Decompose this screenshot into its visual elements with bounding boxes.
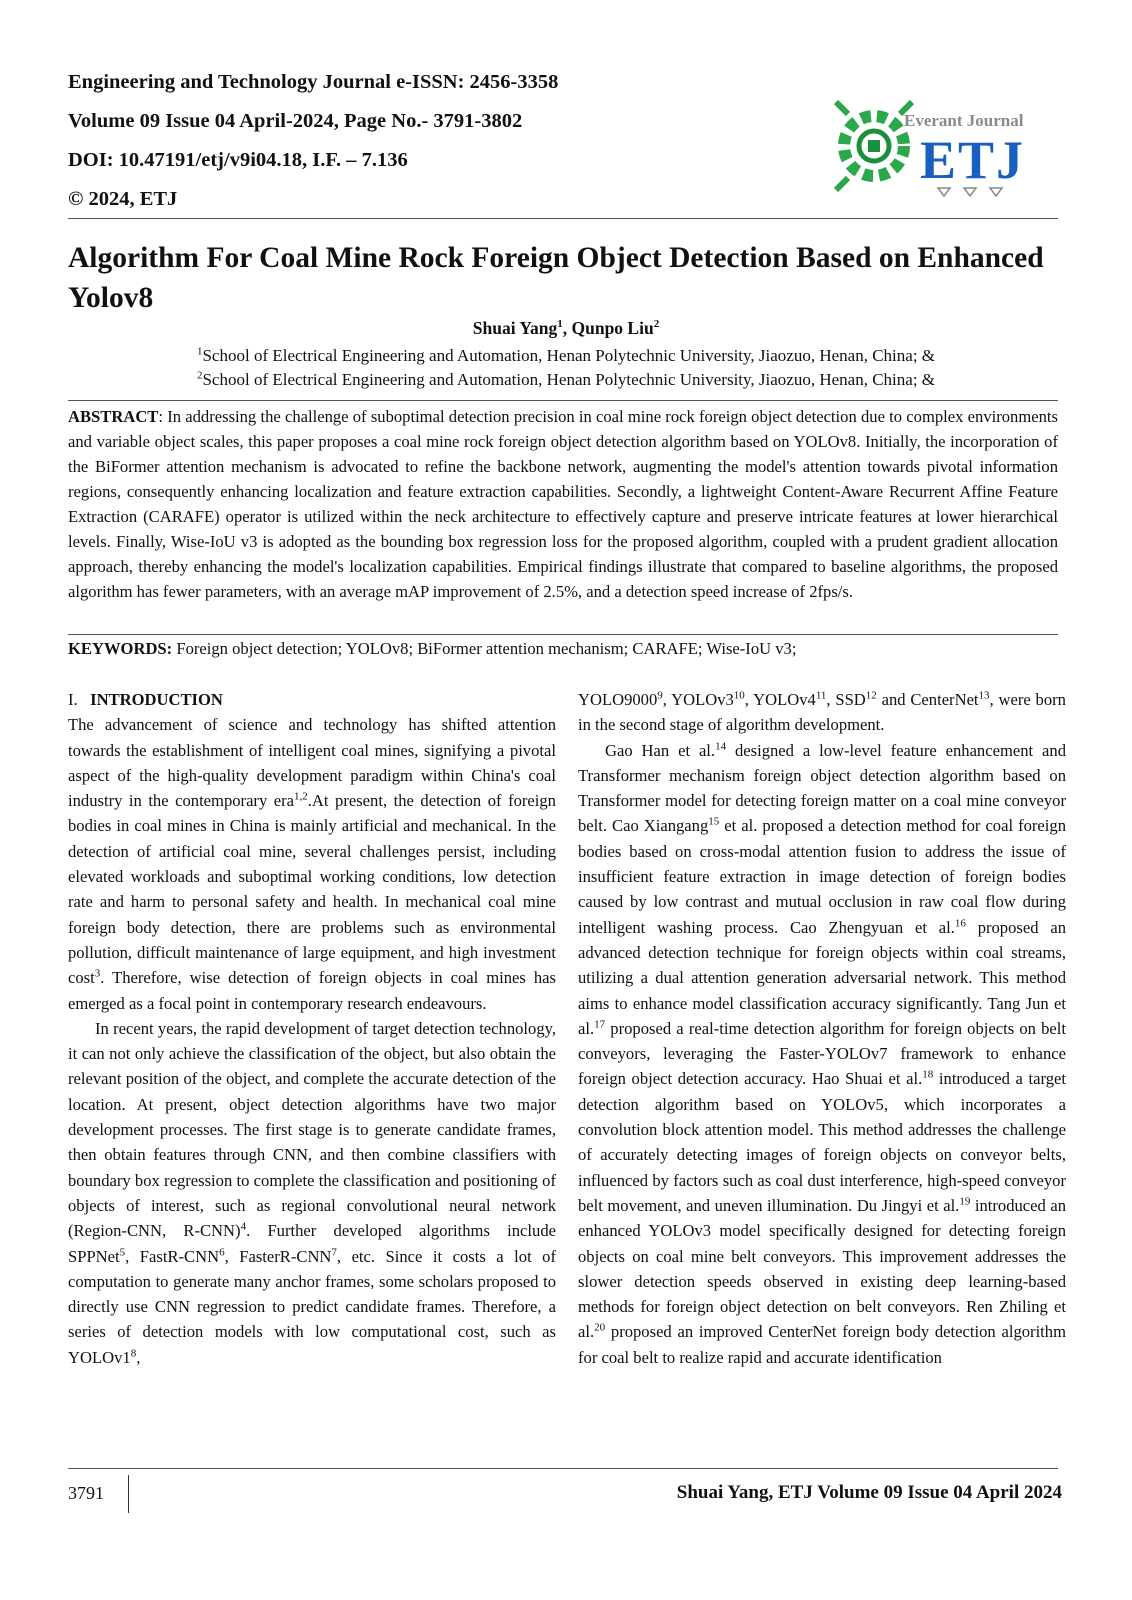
header-divider <box>68 218 1058 219</box>
abstract-bottom-rule <box>68 634 1058 635</box>
author-separator: , <box>562 318 572 338</box>
footer-separator <box>128 1475 129 1513</box>
affiliation-text-1: School of Electrical Engineering and Automation, Henan Polytechnic University, Jiaozuo, Henan, China; & <box>202 346 936 365</box>
affiliation-sup-2: 2 <box>196 369 203 382</box>
abstract <box>68 404 1058 604</box>
logo-letters: ETJ <box>920 130 1026 190</box>
section-heading <box>68 687 556 712</box>
right-column <box>578 687 1066 1370</box>
footer-citation: Shuai Yang, ETJ Volume 09 Issue 04 April 2024 <box>676 1482 1062 1503</box>
affiliation-sup-1: 1 <box>196 345 203 358</box>
page-number: 3791 <box>68 1483 104 1503</box>
intro-paragraph-3: YOLO9000$^9$, $YOLOv3^{10}$, $YOLOv4^{11}$, SSD$^{12}$ and CenterNet$^{13}$, were born in the second stage of algorithm development. <box>578 689 1066 735</box>
journal-header-line1: Engineering and Technology Journal e-ISSN: 2456-3358 <box>68 71 559 93</box>
abstract-text: : In addressing the challenge of suboptimal detection precision in coal mine rock foreign object detection due to complex environments and variable object scales, this paper proposes a coal mine rock foreign object detection algorithm based on YOLOv8. Initially, the incorporation of the BiFormer attention mechanism is advocated to refine the backbone network, augmenting the model's attention towards pivotal information regions, consequently enhancing localization and feature extraction capabilities. Secondly, a lightweight Content-Aware Recurrent Affine Feature Extraction (CARAFE) operator is utilized within the neck architecture to effectively capture and preserve intricate features at lower hierarchical levels. Finally, Wise-IoU v3 is adopted as the bounding box regression loss for the proposed algorithm, coupled with a prudent gradient allocation approach, thereby enhancing the model's localization capabilities. Empirical findings illustrate that compared to baseline algorithms, the proposed algorithm has fewer parameters, with an average mAP improvement of 2.5%, and a detection speed increase of 2fps/s. <box>68 407 1058 601</box>
journal-header-doi: DOI: 10.47191/etj/v9i04.18, I.F. – 7.136 <box>68 149 408 171</box>
intro-paragraph-1: The advancement of science and technology has shifted attention towards the establishment of intelligent coal mines, signifying a pivotal aspect of the high-quality development paradigm within China's coal industry in the contemporary era$^{1,2}$.At present, the detection of foreign bodies in coal mines in China is mainly artificial and mechanical. In the detection of artificial coal mine, several challenges persist, including elevated workloads and suboptimal working conditions, low detection rate and harm to personal safety and health. In mechanical coal mine foreign body detection, there are problems such as environmental pollution, difficult maintenance of large equipment, and high investment cost$^3$. Therefore, wise detection of foreign objects in coal mines has emerged as a focal point in contemporary research endeavours. <box>68 715 556 1013</box>
journal-header-line2: Volume 09 Issue 04 April-2024, Page No.- 3791-3802 <box>68 110 523 132</box>
paper-title: Algorithm For Coal Mine Rock Foreign Object Detection Based on Enhanced Yolov8 <box>68 242 1044 314</box>
journal-header-copyright: © 2024, ETJ <box>68 188 178 210</box>
affiliation-1 <box>0 346 1132 366</box>
logo-top-text: Everant Journal <box>904 111 1024 130</box>
gear-icon <box>836 102 912 190</box>
affiliation-text-2: School of Electrical Engineering and Automation, Henan Polytechnic University, Jiaozuo, Henan, China; & <box>202 370 936 389</box>
abstract-top-rule <box>68 400 1058 401</box>
keywords-text: Foreign object detection; YOLOv8; BiFormer attention mechanism; CARAFE; Wise-IoU v3; <box>172 639 797 658</box>
keywords-label: KEYWORDS: <box>68 639 173 658</box>
author-name-1: Shuai Yang <box>472 318 558 338</box>
etj-journal-logo <box>828 96 1050 200</box>
authors-line <box>0 318 1132 339</box>
author-sup-1: 1 <box>557 318 563 331</box>
author-sup-2: 2 <box>653 318 660 331</box>
intro-paragraph-2: In recent years, the rapid development of target detection technology, it can not only achieve the classification of the object, but also obtain the relevant position of the object, and complete the accurate detection of the location. At present, object detection algorithms have two major development processes. The first stage is to generate candidate frames, then obtain features through CNN, and then combine classifiers with boundary box regression to complete the classification and positioning of objects of interest, such as regional convolutional neural network (Region-CNN, R-CNN)$^4$. Further developed algorithms include SPPNet$^5$, FastR-CNN$^6$, FasterR-CNN$^7$, etc. Since it costs a lot of computation to generate many anchor frames, some scholars proposed to directly use CNN regression to predict candidate frames. Therefore, a series of detection models with low computational cost, such as $YOLOv1^8$, <box>68 1018 556 1367</box>
abstract-label: ABSTRACT <box>68 407 159 426</box>
left-column <box>68 687 556 1370</box>
section-number: I. <box>68 690 78 709</box>
keywords <box>68 639 1058 659</box>
section-title: INTRODUCTION <box>90 690 223 709</box>
intro-paragraph-4: Gao Han et al.$^{14}$ designed a low-level feature enhancement and Transformer mechanism foreign object detection algorithm based on Transformer model for detecting foreign matter on a coal mine conveyor belt. Cao Xiangang$^{15}$ et al. proposed a detection method for coal foreign bodies based on cross-modal attention fusion to address the issue of insufficient feature extraction in image detection of foreign bodies caused by low contrast and mutual occlusion in raw coal flow during intelligent washing process. Cao Zhengyuan et al.$^{16}$ proposed an advanced detection technique for foreign objects within coal streams, utilizing a dual attention generation adversarial network. This method aims to enhance model classification accuracy significantly. Tang Jun et al.$^{17}$ proposed a real-time detection algorithm for foreign objects on belt conveyors, leveraging the Faster-YOLOv7 framework to enhance foreign object detection accuracy. Hao Shuai et al.$^{18}$ introduced a target detection algorithm based on YOLOv5, which incorporates a convolution block attention model. This method addresses the challenge of accurately detecting images of foreign objects on conveyor belts, influenced by factors such as coal dust interference, high-speed conveyor belt movement, and uneven illumination. Du Jingyi et al.$^{19}$ introduced an enhanced YOLOv3 model specifically designed for detecting foreign objects on coal mine belt conveyors. This improvement addresses the slower detection speeds observed in existing deep learning-based methods for foreign object detection on belt conveyors. Ren Zhiling et al.$^{20}$ proposed an improved CenterNet foreign body detection algorithm for coal belt to realize rapid and accurate identification <box>578 740 1067 1367</box>
footer-rule <box>68 1468 1058 1469</box>
affiliation-2 <box>0 370 1132 390</box>
author-name-2: Qunpo Liu <box>571 318 654 338</box>
